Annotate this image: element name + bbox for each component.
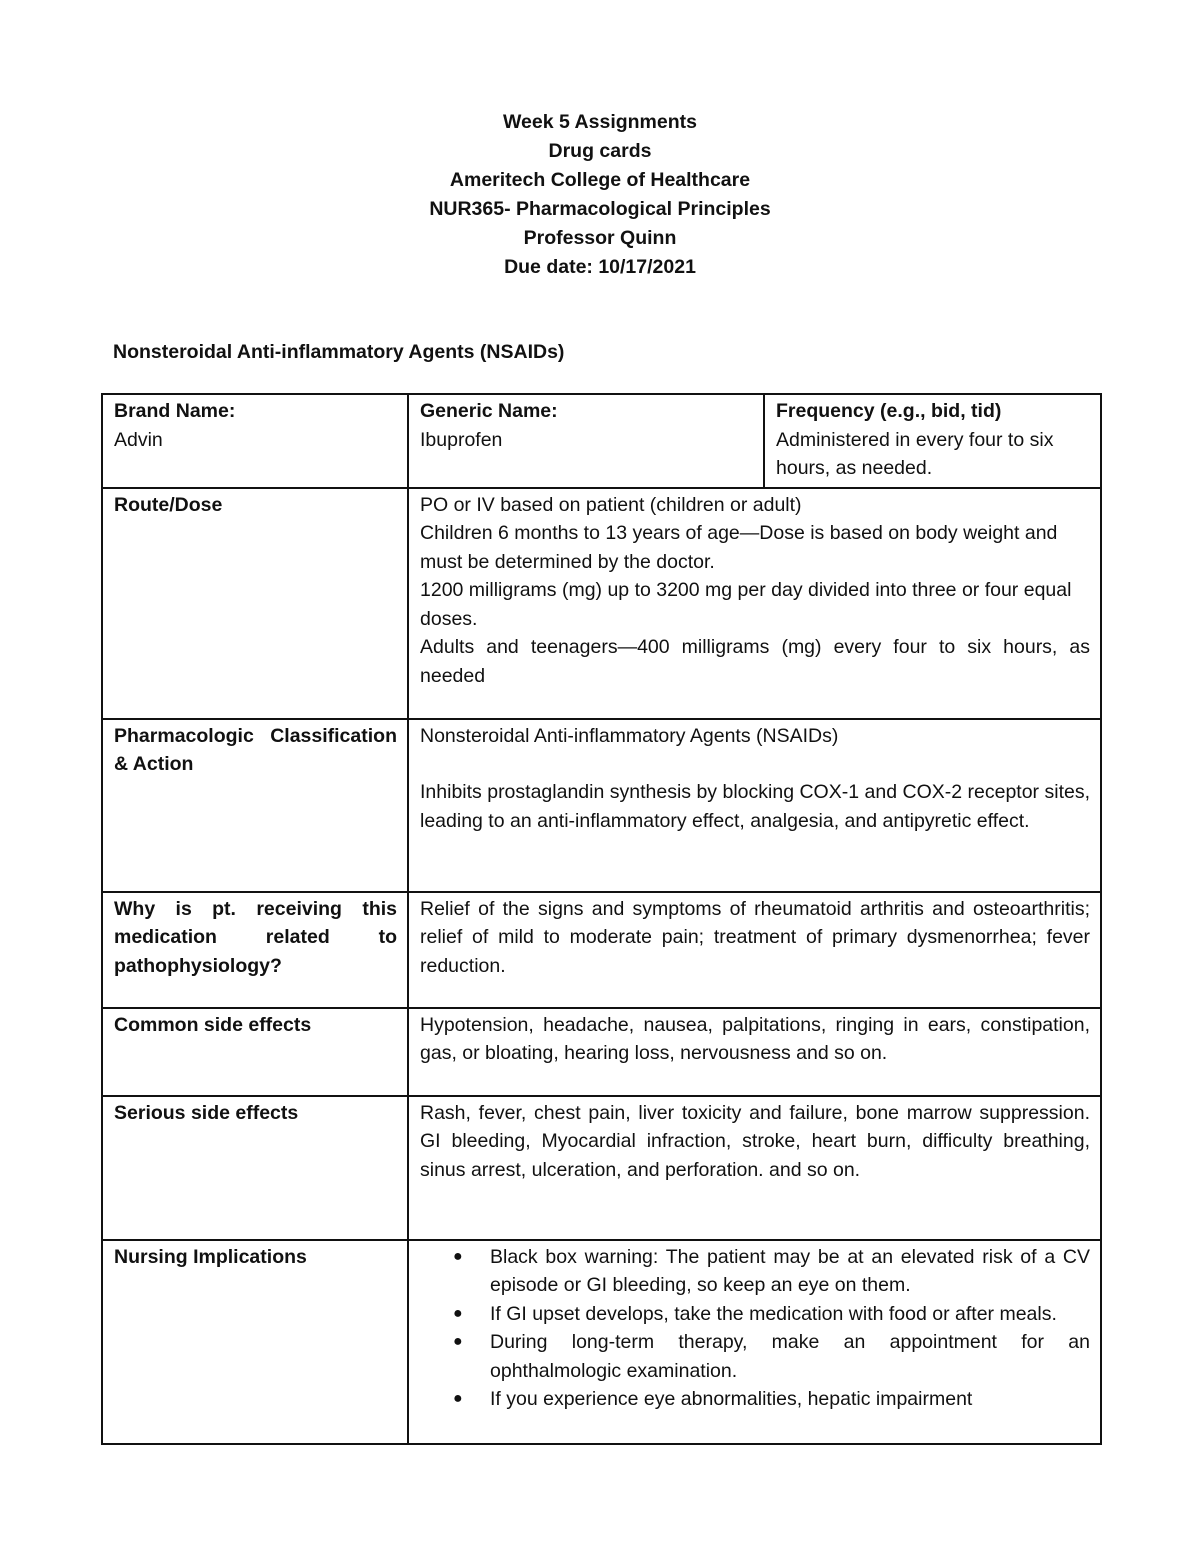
classification-label: Pharmacologic Classification & Action	[102, 719, 408, 892]
generic-name-label: Generic Name:	[420, 400, 558, 422]
table-row-serious-effects	[102, 1096, 1101, 1240]
frequency-label: Frequency (e.g., bid, tid)	[776, 400, 1002, 422]
due-date: Due date: 10/17/2021	[504, 256, 696, 278]
route-line: PO or IV based on patient (children or adult)	[420, 493, 802, 516]
route-line: Adults and teenagers—400 milligrams (mg) every four to six hours, as needed	[420, 636, 1090, 687]
document-header	[0, 108, 1200, 282]
bullet-icon: ●	[453, 1390, 463, 1407]
list-item: ● Black box warning: The patient may be at an elevated risk of a CV episode or GI bleeding, so keep an eye on them.	[490, 1243, 1090, 1300]
route-label: Route/Dose	[102, 488, 408, 719]
serious-effects-label: Serious side effects	[102, 1096, 408, 1240]
why-label: Why is pt. receiving this medication related to pathophysiology?	[102, 892, 408, 1008]
generic-name-value: Ibuprofen	[420, 428, 503, 451]
college-name: Ameritech College of Healthcare	[449, 169, 751, 191]
action-value: Inhibits prostaglandin synthesis by blocking COX-1 and COX-2 receptor sites, leading to an anti-inflammatory effect, analgesia, and antipyretic effect.	[420, 781, 1090, 832]
classification-value: Nonsteroidal Anti-inflammatory Agents (NSAIDs)	[420, 724, 839, 747]
professor-name: Professor Quinn	[523, 227, 677, 249]
table-row-route	[102, 488, 1101, 719]
why-value: Relief of the signs and symptoms of rheumatoid arthritis and osteoarthritis; relief of mild to moderate pain; treatment of primary dysmenorrhea; fever reduction.	[408, 892, 1101, 1008]
common-effects-label: Common side effects	[102, 1008, 408, 1096]
table-row-names	[102, 394, 1101, 488]
brand-name-label: Brand Name:	[114, 400, 236, 422]
serious-effects-value: Rash, fever, chest pain, liver toxicity and failure, bone marrow suppression. GI bleeding, Myocardial infraction, stroke, heart burn, difficulty breathing, sinus arrest, ulceration, and perforation. and so on.	[408, 1096, 1101, 1240]
assignment-subtitle: Drug cards	[548, 140, 652, 162]
frequency-cell	[764, 394, 1101, 488]
route-value-cell	[408, 488, 1101, 719]
drug-card-table	[101, 393, 1102, 1445]
table-row-common-effects	[102, 1008, 1101, 1096]
course-name: NUR365- Pharmacological Principles	[429, 198, 771, 220]
nursing-label: Nursing Implications	[102, 1240, 408, 1444]
table-row-why	[102, 892, 1101, 1008]
table-row-nursing	[102, 1240, 1101, 1444]
list-item: ● During long-term therapy, make an appointment for an ophthalmologic examination.	[490, 1328, 1090, 1385]
list-item: ● If GI upset develops, take the medication with food or after meals.	[490, 1300, 1090, 1329]
section-title: Nonsteroidal Anti-inflammatory Agents (NSAIDs)	[113, 341, 565, 363]
generic-name-cell	[408, 394, 764, 488]
frequency-value: Administered in every four to six hours, as needed.	[776, 428, 1054, 479]
bullet-icon: ●	[453, 1247, 463, 1265]
assignment-title: Week 5 Assignments	[503, 111, 697, 133]
list-item: ● If you experience eye abnormalities, hepatic impairment	[490, 1385, 1090, 1414]
brand-name-value: Advin	[114, 428, 163, 451]
classification-value-cell	[408, 719, 1101, 892]
route-line: 1200 milligrams (mg) up to 3200 mg per day divided into three or four equal doses.	[420, 579, 1072, 630]
common-effects-value: Hypotension, headache, nausea, palpitations, ringing in ears, constipation, gas, or bloating, hearing loss, nervousness and so on.	[408, 1008, 1101, 1096]
bullet-icon: ●	[453, 1333, 463, 1350]
nursing-list	[420, 1243, 1090, 1414]
brand-name-cell	[102, 394, 408, 488]
nursing-value-cell	[408, 1240, 1101, 1444]
route-line: Children 6 months to 13 years of age—Dose is based on body weight and must be determined by the doctor.	[420, 522, 1058, 573]
bullet-icon: ●	[453, 1304, 463, 1322]
table-row-classification	[102, 719, 1101, 892]
